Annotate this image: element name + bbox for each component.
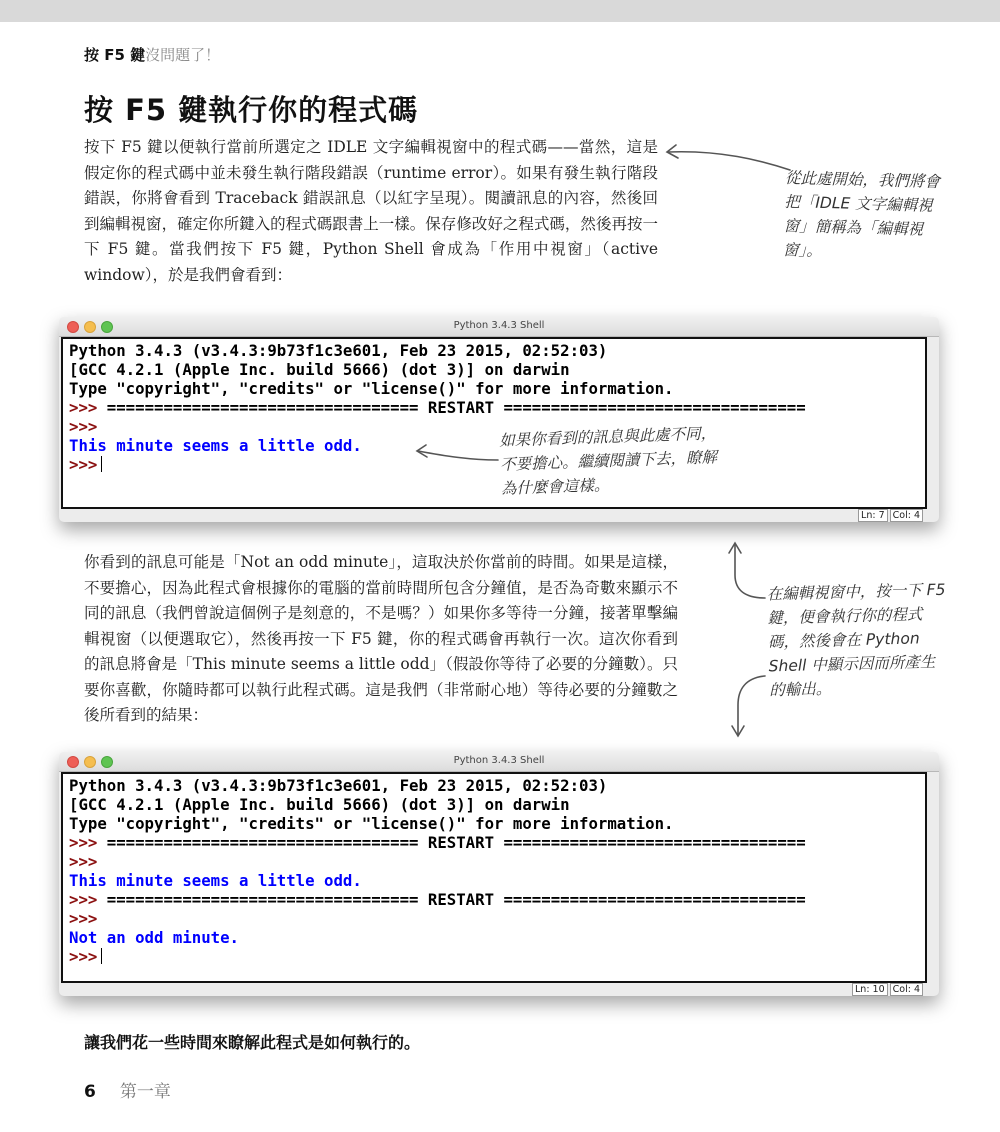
annotation-f5-run: 在編輯視窗中，按一下 F5 鍵，便會執行你的程式碼，然後會在 Python Shell 中顯示因而所產生的輸出。 <box>766 580 946 700</box>
console-line: Python 3.4.3 (v3.4.3:9b73f1c3e601, Feb 23 2015, 02:52:03) <box>69 341 608 360</box>
prompt: >>> <box>69 833 98 852</box>
annotation-edit-window: 從此處開始，我們將會把「IDLE 文字編輯視窗」簡稱為「編輯視窗」。 <box>782 168 941 260</box>
restart-line <box>69 833 919 852</box>
python-shell-window-2[interactable] <box>59 752 939 996</box>
page-number: 6 <box>84 1082 96 1102</box>
top-bar <box>0 0 1000 22</box>
text-cursor <box>101 456 102 472</box>
prompt: >>> <box>69 455 98 474</box>
console-line: [GCC 4.2.1 (Apple Inc. build 5666) (dot 3)] on darwin <box>69 795 570 814</box>
arrowhead-icon <box>732 726 744 736</box>
prompt: >>> <box>69 909 98 928</box>
program-output: This minute seems a little odd. <box>69 436 362 455</box>
python-shell-window-1[interactable] <box>59 317 939 522</box>
section-header <box>84 44 220 65</box>
explanation-paragraph: 你看到的訊息可能是「Not an odd minute」，這取決於你當前的時間。如果是這樣，不要擔心，因為此程式會根據你的電腦的當前時間所包含分鐘值，是否為奇數來顯示不同的訊息（我們曾說這個例子是刻意的，不是嗎？）如果你多等待一分鐘，接著單擊編輯視窗（以便選取它），然後再按一下 F5 鍵，你的程式碼會再執行一次。這次你看到的訊息將會是「This minute seems a little odd」（假設你等待了必要的分鐘數）。只要你喜歡，你隨時都可以執行此程式碼。這是我們（非常耐心地）等待必要的分鐘數之後所看到的結果： <box>84 553 678 724</box>
prompt: >>> <box>69 947 98 966</box>
intro-paragraph: 按下 F5 鍵以便執行當前所選定之 IDLE 文字編輯視窗中的程式碼——當然，這是假定你的程式碼中並未發生執行階段錯誤（runtime error）。如果有發生執行階段錯誤，你將會看到 Traceback 錯誤訊息（以紅字呈現）。閱讀訊息的內容，然後回到編輯視窗，確定你所鍵入的程式碼跟書上一樣。保存修改好之程式碼，然後再按一下 F5 鍵。當我們按下 F5 鍵，Python Shell 會成為「作用中視窗」（active window），於是我們會看到： <box>84 138 658 284</box>
input-line[interactable] <box>69 947 919 966</box>
window-titlebar[interactable] <box>59 317 939 337</box>
arrow-down-icon <box>738 676 765 735</box>
arrowhead-icon <box>729 543 741 553</box>
restart-line <box>69 890 919 909</box>
window-title: Python 3.4.3 Shell <box>453 755 545 766</box>
console-line: Type "copyright", "credits" or "license()" for more information. <box>69 814 674 833</box>
page-footer <box>84 1077 171 1102</box>
chapter-label: 第一章 <box>119 1082 171 1102</box>
arrow-to-intro-icon <box>668 152 790 170</box>
restart-banner: ================================= RESTART ================================ <box>97 833 806 852</box>
prompt: >>> <box>69 890 98 909</box>
console-line: [GCC 4.2.1 (Apple Inc. build 5666) (dot 3)] on darwin <box>69 360 570 379</box>
status-bar <box>850 983 923 996</box>
window-title: Python 3.4.3 Shell <box>453 320 545 331</box>
column-number: Col: 4 <box>890 983 923 996</box>
restart-banner: ================================= RESTART ================================ <box>97 890 806 909</box>
console-line: Type "copyright", "credits" or "license()" for more information. <box>69 379 674 398</box>
prompt: >>> <box>69 852 98 871</box>
line-number: Ln: 7 <box>858 509 888 522</box>
arrowhead-icon <box>667 145 678 158</box>
line-number: Ln: 10 <box>852 983 888 996</box>
restart-banner: ================================= RESTART ================================ <box>97 398 806 417</box>
program-output: This minute seems a little odd. <box>69 871 362 890</box>
input-line[interactable] <box>69 455 919 474</box>
window-titlebar[interactable] <box>59 752 939 772</box>
prompt: >>> <box>69 398 98 417</box>
arrow-up-icon <box>735 545 765 598</box>
page-title: 按 F5 鍵執行你的程式碼 <box>84 93 419 127</box>
header-key: 按 F5 鍵 <box>84 46 146 64</box>
annotation-different-message: 如果你看到的訊息與此處不同，不要擔心。繼續閱讀下去，瞭解為什麼會這樣。 <box>498 424 718 498</box>
column-number: Col: 4 <box>890 509 923 522</box>
console-line: Python 3.4.3 (v3.4.3:9b73f1c3e601, Feb 23 2015, 02:52:03) <box>69 776 608 795</box>
closing-sentence: 讓我們花一些時間來瞭解此程式是如何執行的。 <box>84 1033 421 1052</box>
shell-console[interactable] <box>61 772 927 983</box>
prompt: >>> <box>69 417 98 436</box>
restart-line <box>69 398 919 417</box>
text-cursor <box>101 948 102 964</box>
status-bar <box>856 509 923 522</box>
program-output: Not an odd minute. <box>69 928 240 947</box>
shell-console[interactable] <box>61 337 927 509</box>
header-rest: 沒問題了！ <box>145 46 221 64</box>
